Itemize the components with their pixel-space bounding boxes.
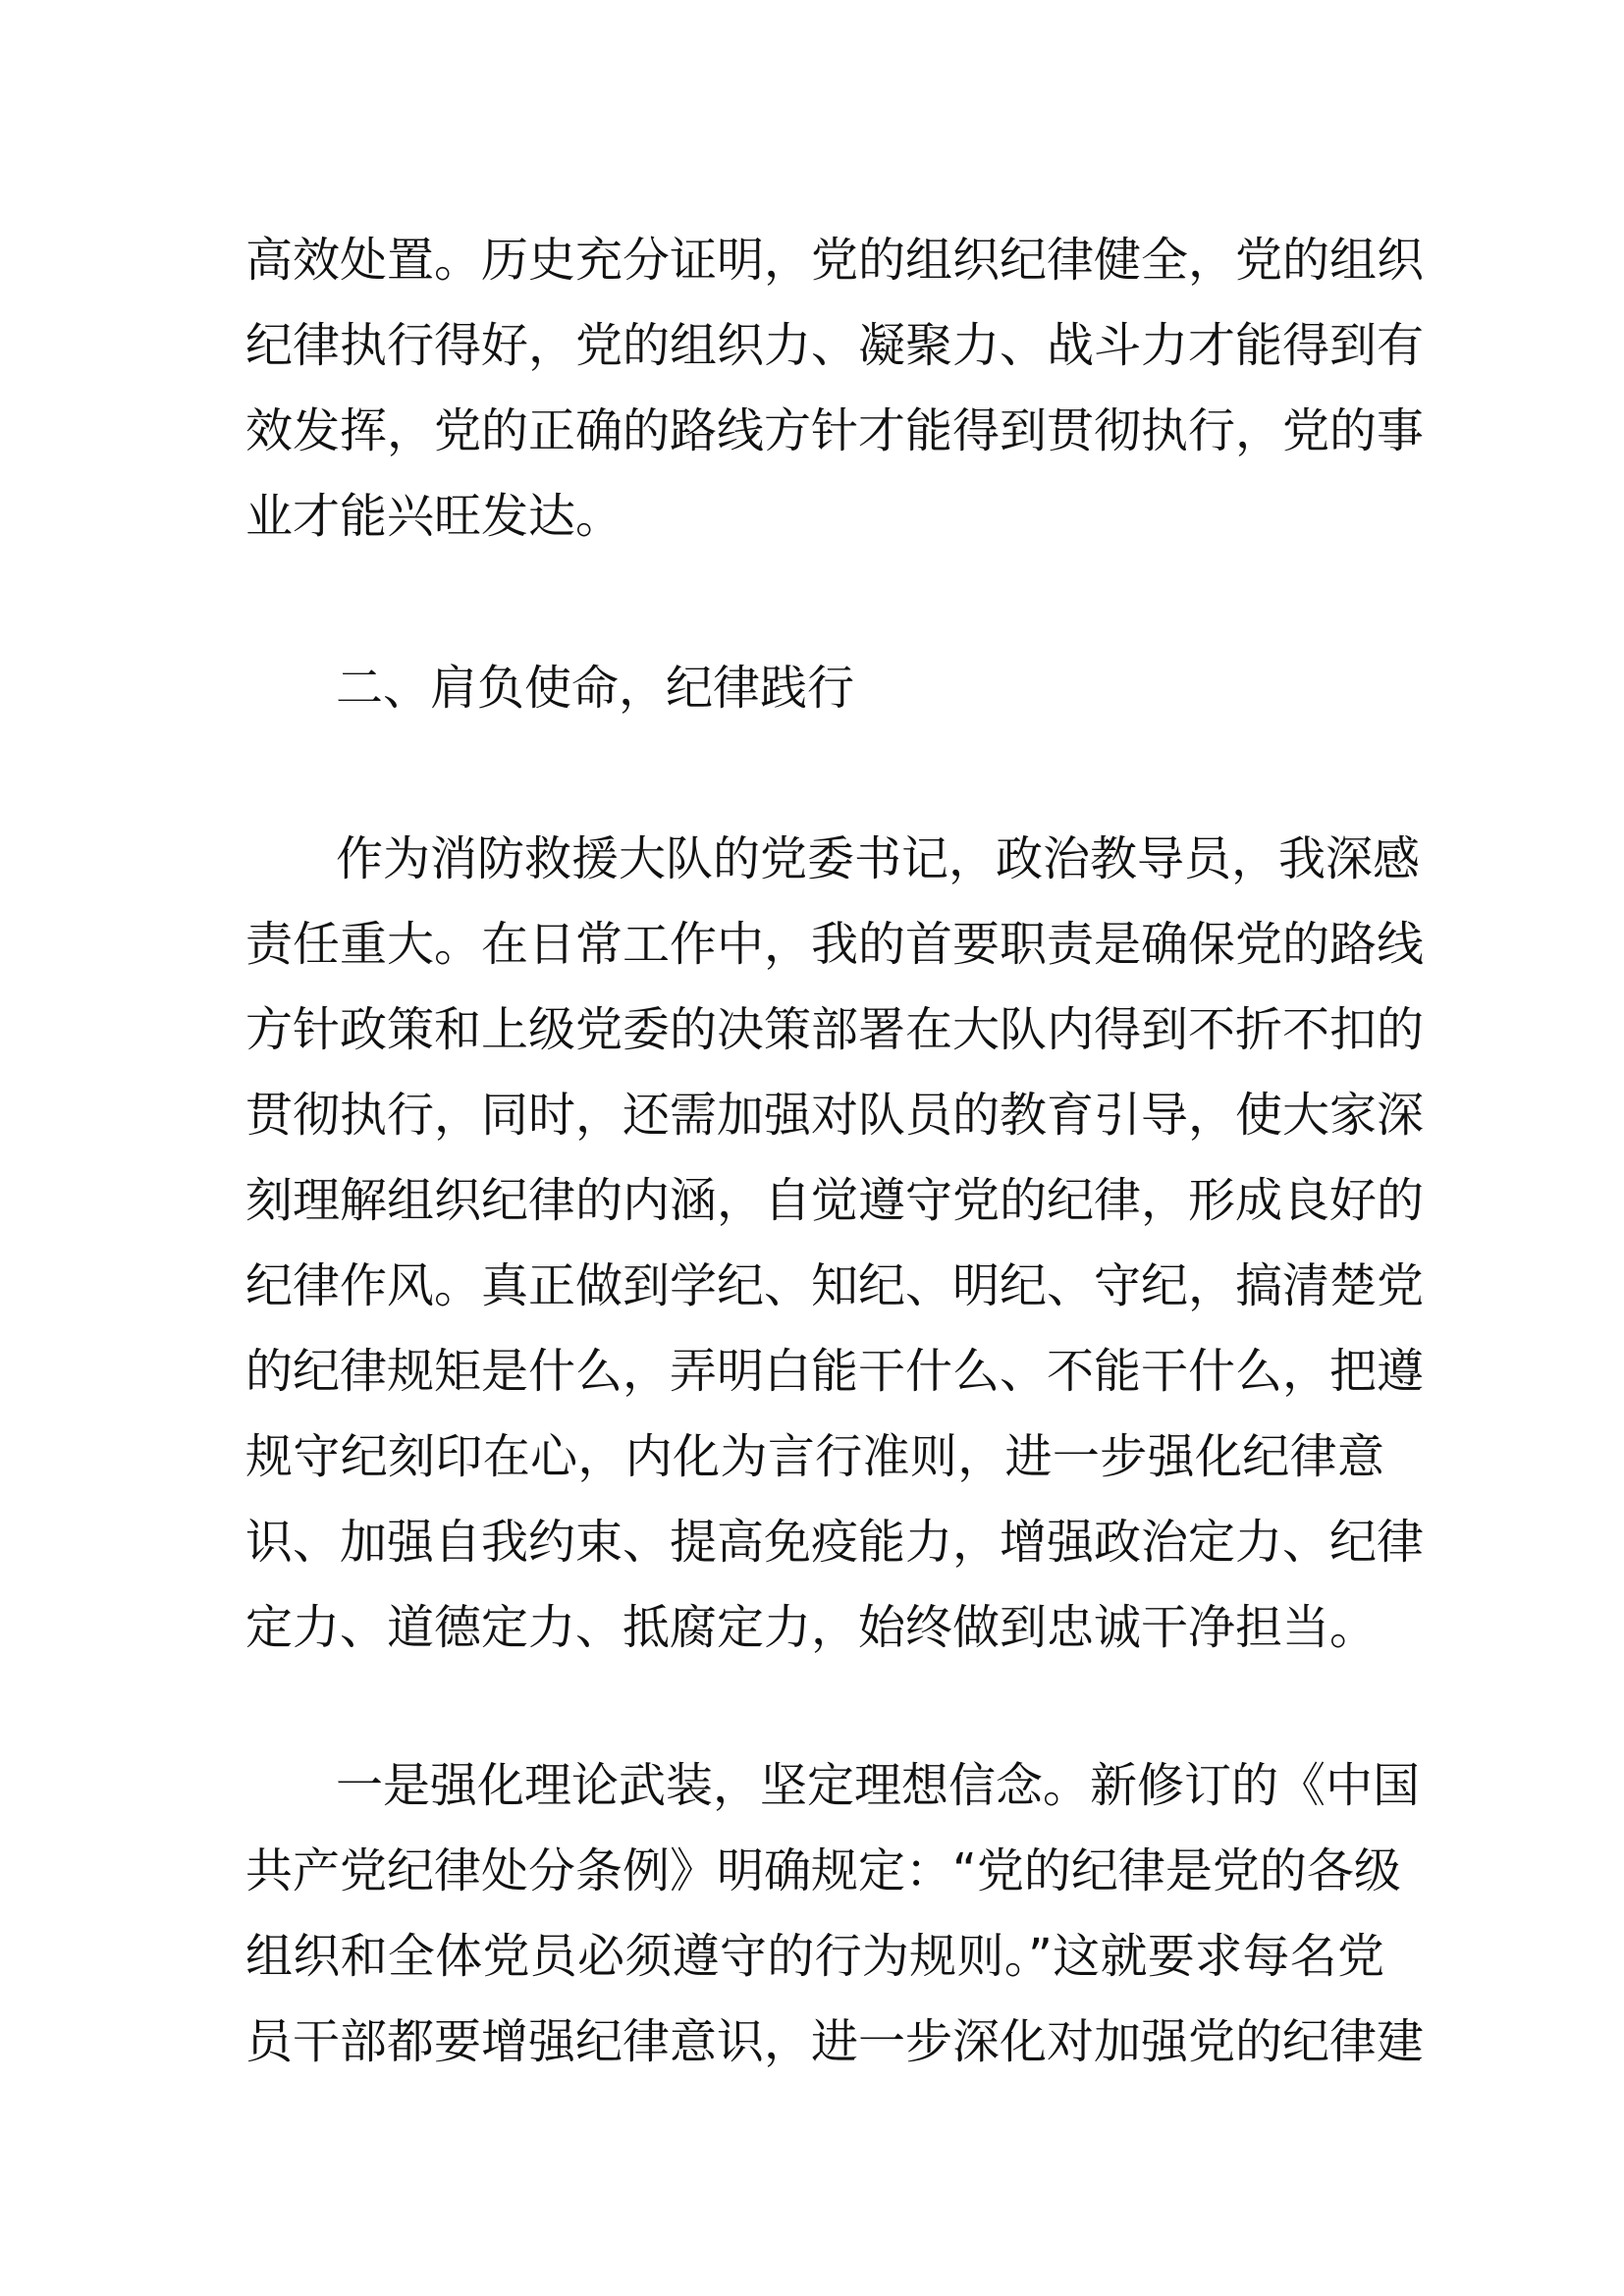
text-line: 一是强化理论武装，坚定理想信念。新修订的《中国 <box>336 1758 1421 1813</box>
text-line: 纪律作风。真正做到学纪、知纪、明纪、守纪，搞清楚党 <box>245 1258 1425 1313</box>
text-line: 责任重大。在日常工作中，我的首要职责是确保党的路线 <box>245 917 1425 972</box>
paragraph-conclusion <box>245 218 1425 560</box>
text-line: 方针政策和上级党委的决策部署在大队内得到不折不扣的 <box>245 1002 1425 1057</box>
text-line: 识、加强自我约束、提高免疫能力，增强政治定力、纪律 <box>245 1515 1425 1570</box>
text-line: 刻理解组织纪律的内涵，自觉遵守党的纪律，形成良好的 <box>245 1173 1425 1228</box>
paragraph-responsibility <box>245 817 1425 1671</box>
text-line: 的纪律规矩是什么，弄明白能干什么、不能干什么，把遵 <box>245 1344 1425 1399</box>
text-line: 效发挥，党的正确的路线方针才能得到贯彻执行，党的事 <box>245 403 1425 458</box>
heading-text: 二、肩负使命，纪律践行 <box>336 661 855 716</box>
paragraph-theory <box>245 1743 1425 2085</box>
section-heading <box>245 646 1384 731</box>
text-line: 纪律执行得好，党的组织力、凝聚力、战斗力才能得到有 <box>245 318 1425 373</box>
text-line: 高效处置。历史充分证明，党的组织纪律健全，党的组织 <box>245 233 1425 288</box>
text-line: 贯彻执行，同时，还需加强对队员的教育引导，使大家深 <box>245 1088 1425 1143</box>
text-line: 作为消防救援大队的党委书记，政治教导员，我深感 <box>336 831 1421 886</box>
text-line: 定力、道德定力、抵腐定力，始终做到忠诚干净担当。 <box>245 1600 1378 1655</box>
text-line: 业才能兴旺发达。 <box>245 489 623 544</box>
text-line: 共产党纪律处分条例》明确规定：“党的纪律是党的各级 <box>245 1843 1401 1898</box>
text-line: 员干部都要增强纪律意识，进一步深化对加强党的纪律建 <box>245 2014 1425 2069</box>
text-line: 规守纪刻印在心，内化为言行准则，进一步强化纪律意 <box>245 1429 1384 1484</box>
text-line: 组织和全体党员必须遵守的行为规则。”这就要求每名党 <box>245 1929 1384 1984</box>
